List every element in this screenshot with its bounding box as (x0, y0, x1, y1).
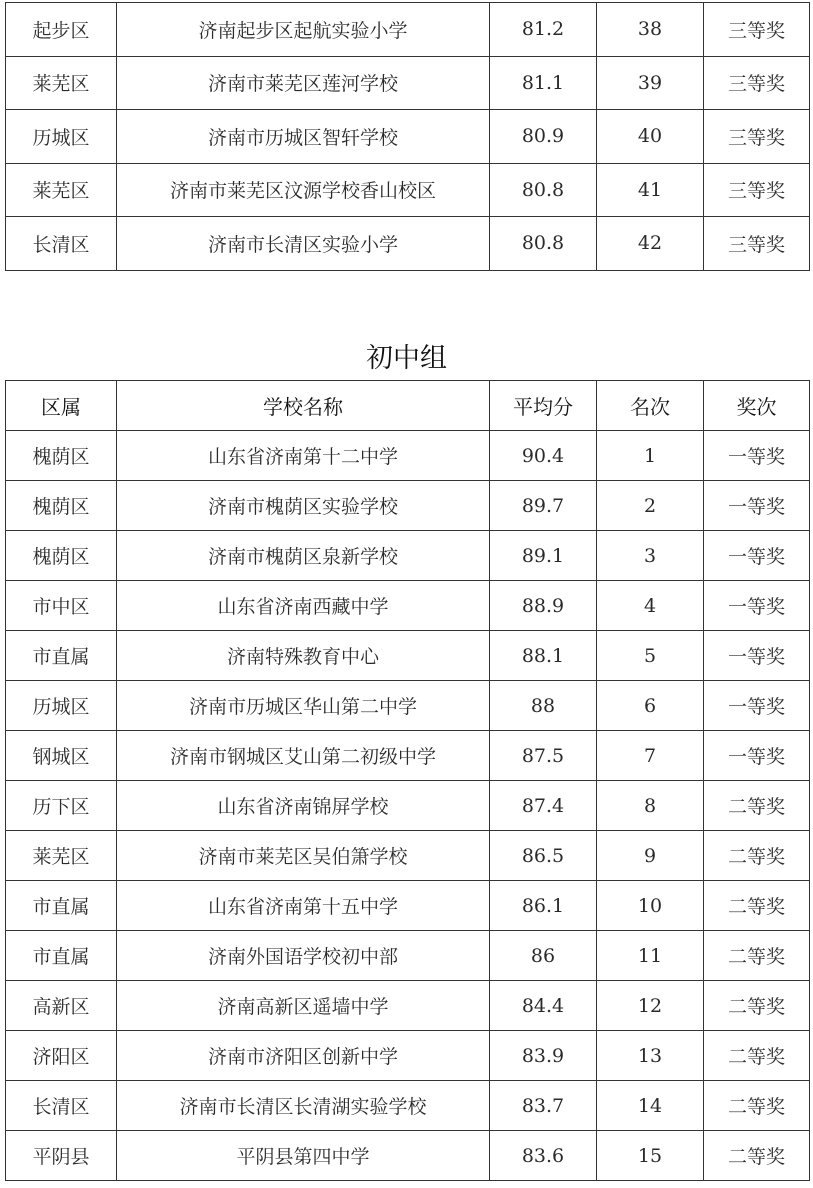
table-row (6, 56, 810, 110)
table-row (6, 1131, 810, 1181)
cell-rank: 15 (597, 1131, 704, 1181)
cell-rank: 40 (597, 110, 704, 164)
cell-rank: 42 (597, 217, 704, 271)
cell-award: 三等奖 (704, 56, 810, 110)
cell-rank: 9 (597, 831, 704, 881)
cell-award: 一等奖 (704, 431, 810, 481)
header-school: 学校名称 (117, 381, 490, 431)
cell-school: 济南市历城区智轩学校 (117, 110, 490, 164)
cell-school: 济南市长清区实验小学 (117, 217, 490, 271)
cell-district: 市直属 (6, 931, 117, 981)
cell-score: 83.9 (490, 1031, 597, 1081)
cell-award: 二等奖 (704, 781, 810, 831)
cell-score: 80.8 (490, 217, 597, 271)
cell-district: 长清区 (6, 217, 117, 271)
cell-school: 济南市莱芜区吴伯箫学校 (117, 831, 490, 881)
table-row (6, 981, 810, 1031)
cell-district: 莱芜区 (6, 56, 117, 110)
cell-school: 山东省济南锦屏学校 (117, 781, 490, 831)
cell-score: 81.2 (490, 3, 597, 57)
cell-award: 一等奖 (704, 531, 810, 581)
table-row (6, 881, 810, 931)
cell-school: 济南起步区起航实验小学 (117, 3, 490, 57)
cell-district: 高新区 (6, 981, 117, 1031)
cell-rank: 1 (597, 431, 704, 481)
cell-score: 87.4 (490, 781, 597, 831)
table-row (6, 931, 810, 981)
cell-district: 槐荫区 (6, 531, 117, 581)
cell-rank: 11 (597, 931, 704, 981)
cell-score: 83.6 (490, 1131, 597, 1181)
table-row (6, 110, 810, 164)
cell-award: 三等奖 (704, 110, 810, 164)
cell-score: 80.9 (490, 110, 597, 164)
table-row (6, 781, 810, 831)
table-row (6, 531, 810, 581)
cell-district: 市中区 (6, 581, 117, 631)
cell-school: 济南市钢城区艾山第二初级中学 (117, 731, 490, 781)
cell-school: 济南市济阳区创新中学 (117, 1031, 490, 1081)
table-row (6, 3, 810, 57)
cell-rank: 12 (597, 981, 704, 1031)
table-row (6, 217, 810, 271)
cell-award: 二等奖 (704, 981, 810, 1031)
cell-district: 槐荫区 (6, 431, 117, 481)
cell-district: 历城区 (6, 110, 117, 164)
cell-rank: 38 (597, 3, 704, 57)
cell-rank: 4 (597, 581, 704, 631)
cell-award: 二等奖 (704, 1131, 810, 1181)
cell-school: 济南市槐荫区实验学校 (117, 481, 490, 531)
cell-school: 济南市莱芜区汶源学校香山校区 (117, 163, 490, 217)
cell-score: 86.1 (490, 881, 597, 931)
cell-score: 84.4 (490, 981, 597, 1031)
cell-award: 三等奖 (704, 217, 810, 271)
cell-rank: 6 (597, 681, 704, 731)
cell-award: 二等奖 (704, 881, 810, 931)
cell-district: 市直属 (6, 881, 117, 931)
cell-award: 二等奖 (704, 831, 810, 881)
cell-district: 长清区 (6, 1081, 117, 1131)
cell-district: 钢城区 (6, 731, 117, 781)
cell-district: 济阳区 (6, 1031, 117, 1081)
header-district: 区属 (6, 381, 117, 431)
cell-award: 一等奖 (704, 631, 810, 681)
cell-school: 济南外国语学校初中部 (117, 931, 490, 981)
header-award: 奖次 (704, 381, 810, 431)
cell-score: 88.1 (490, 631, 597, 681)
cell-score: 87.5 (490, 731, 597, 781)
table-row (6, 1081, 810, 1131)
cell-score: 86.5 (490, 831, 597, 881)
cell-rank: 10 (597, 881, 704, 931)
cell-district: 市直属 (6, 631, 117, 681)
primary-group-table-continued (5, 2, 810, 271)
cell-district: 槐荫区 (6, 481, 117, 531)
cell-school: 平阴县第四中学 (117, 1131, 490, 1181)
table-row (6, 581, 810, 631)
cell-award: 二等奖 (704, 931, 810, 981)
cell-school: 济南市长清区长清湖实验学校 (117, 1081, 490, 1131)
cell-rank: 13 (597, 1031, 704, 1081)
cell-rank: 5 (597, 631, 704, 681)
cell-award: 一等奖 (704, 581, 810, 631)
cell-score: 86 (490, 931, 597, 981)
cell-rank: 41 (597, 163, 704, 217)
table-row (6, 481, 810, 531)
cell-award: 一等奖 (704, 731, 810, 781)
cell-rank: 14 (597, 1081, 704, 1131)
cell-score: 89.7 (490, 481, 597, 531)
cell-school: 山东省济南西藏中学 (117, 581, 490, 631)
cell-rank: 2 (597, 481, 704, 531)
table-header-row (6, 381, 810, 431)
table-row (6, 681, 810, 731)
cell-score: 80.8 (490, 163, 597, 217)
cell-award: 一等奖 (704, 481, 810, 531)
table-row (6, 163, 810, 217)
table-row (6, 831, 810, 881)
cell-score: 90.4 (490, 431, 597, 481)
cell-district: 莱芜区 (6, 831, 117, 881)
cell-award: 二等奖 (704, 1031, 810, 1081)
cell-award: 一等奖 (704, 681, 810, 731)
cell-award: 三等奖 (704, 3, 810, 57)
cell-district: 起步区 (6, 3, 117, 57)
cell-score: 83.7 (490, 1081, 597, 1131)
table-row (6, 431, 810, 481)
cell-rank: 8 (597, 781, 704, 831)
cell-district: 历下区 (6, 781, 117, 831)
header-score: 平均分 (490, 381, 597, 431)
junior-group-table (5, 380, 810, 1181)
cell-score: 88 (490, 681, 597, 731)
cell-rank: 3 (597, 531, 704, 581)
cell-award: 三等奖 (704, 163, 810, 217)
cell-school: 山东省济南第十五中学 (117, 881, 490, 931)
cell-award: 二等奖 (704, 1081, 810, 1131)
cell-score: 81.1 (490, 56, 597, 110)
cell-district: 莱芜区 (6, 163, 117, 217)
table-row (6, 631, 810, 681)
cell-school: 济南市槐荫区泉新学校 (117, 531, 490, 581)
cell-district: 平阴县 (6, 1131, 117, 1181)
cell-school: 济南高新区遥墙中学 (117, 981, 490, 1031)
cell-score: 88.9 (490, 581, 597, 631)
cell-district: 历城区 (6, 681, 117, 731)
cell-rank: 7 (597, 731, 704, 781)
table-row (6, 1031, 810, 1081)
cell-school: 济南特殊教育中心 (117, 631, 490, 681)
cell-school: 济南市莱芜区莲河学校 (117, 56, 490, 110)
header-rank: 名次 (597, 381, 704, 431)
cell-score: 89.1 (490, 531, 597, 581)
table-row (6, 731, 810, 781)
cell-school: 山东省济南第十二中学 (117, 431, 490, 481)
cell-school: 济南市历城区华山第二中学 (117, 681, 490, 731)
section-title-junior: 初中组 (366, 343, 447, 374)
cell-rank: 39 (597, 56, 704, 110)
